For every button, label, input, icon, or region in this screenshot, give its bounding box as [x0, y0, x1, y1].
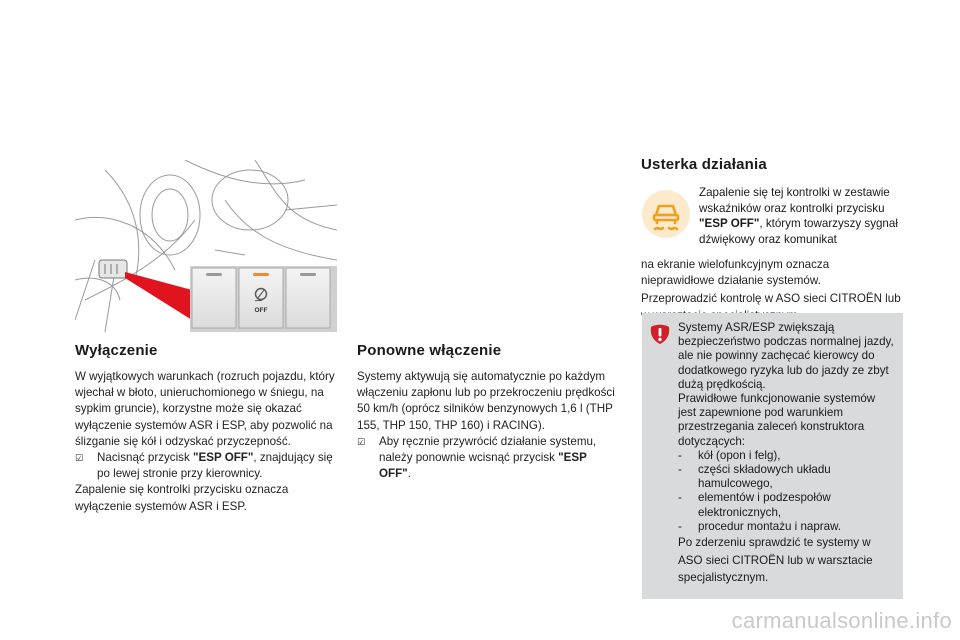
dash-marker: -: [678, 463, 682, 477]
notice-box: [642, 313, 903, 599]
bullet-bold: "ESP OFF": [193, 451, 254, 465]
list-item: [678, 463, 896, 491]
paragraph: na ekranie wielofunkcyjnym oznacza nieprawidłowe działanie systemów.: [641, 258, 830, 288]
blank-switch-icon-2: [286, 268, 330, 328]
section-title: Wyłączenie: [75, 342, 158, 359]
section-usterka: [641, 156, 903, 324]
dash-marker: -: [678, 448, 682, 462]
blank-switch-icon: [192, 268, 236, 328]
notice-paragraph: Prawidłowe funkcjonowanie systemów jest zapewnione pod warunkiem przestrzegania zaleceń konstruktora dotyczących:: [678, 392, 876, 448]
notice-intro: Systemy ASR/ESP zwiększają bezpieczeństwo podczas normalnej jazdy, ale nie powinny zachęcać kierowcy do dodatkowego ryzyka lub do jazdy ze zbyt dużą prędkością.: [678, 321, 894, 391]
dashboard-button-location: [99, 260, 127, 278]
dash-marker: -: [678, 491, 682, 505]
bullet-item: [357, 434, 619, 483]
paragraph: Systemy aktywują się automatycznie po każdym włączeniu zapłonu lub po przekroczeniu prędkości 50 km/h (oprócz silników benzynowych 1,6 l (THP 155, THP 150, THP 160) i RACING).: [357, 370, 615, 432]
notice-tail: Po zderzeniu sprawdzić te systemy w ASO sieci CITROËN lub w warsztacie specjalistycznym.: [678, 536, 873, 585]
svg-text:OFF: OFF: [254, 307, 268, 314]
list-item: [678, 491, 896, 519]
bullet-bold: "ESP OFF": [379, 451, 587, 481]
section-ponowne: [357, 342, 619, 482]
section-title: Usterka działania: [641, 156, 767, 173]
paragraph-2: Przeprowadzić kontrolę w ASO sieci CITROËN lub: [641, 292, 901, 306]
esp-warning-light-icon: [641, 189, 691, 239]
button-panel: [192, 268, 330, 328]
list-item: [678, 520, 896, 534]
warning-text-end: , którym towarzyszy sygnał dźwiękowy oraz komunikat: [699, 217, 898, 246]
bullet-text-end: , znajdujący się po lewej stronie przy kierownicy.: [97, 451, 333, 481]
esp-off-switch-icon: [239, 268, 283, 328]
warning-bold: "ESP OFF": [699, 217, 760, 230]
warning-text-start: Zapalenie się tej kontrolki w zestawie wskaźników oraz kontrolki przycisku: [699, 186, 890, 215]
section-wylaczenie: [75, 342, 337, 515]
bullet-text: Aby ręcznie przywrócić działanie systemu, należy ponownie wcisnąć przycisk: [379, 434, 597, 465]
paragraph: W wyjątkowych warunkach (rozruch pojazdu, który wjechał w błoto, unieruchomionego w śniegu, na sypkim gruncie), korzystne może się okazać wyłączenie systemów ASR i ESP, aby pozwolić na ślizganie się kół i odzyskać przyczepność.: [75, 370, 335, 448]
bullet-item: [75, 450, 337, 482]
list-item-text: procedur montażu i napraw.: [698, 519, 842, 533]
dash-marker: -: [678, 519, 682, 533]
watermark[interactable]: carmanualsonline.info: [731, 608, 952, 633]
bullet-text: Nacisnąć przycisk: [97, 451, 193, 465]
warning-text: [699, 185, 903, 247]
list-item-text: kół (opon i felg),: [698, 448, 781, 462]
exclamation-warning-icon: [649, 323, 671, 345]
notice-body: [678, 321, 896, 587]
esp-off-button-illustration: [75, 160, 337, 332]
paragraph-2: Zapalenie się kontrolki przycisku oznacza wyłączenie systemów ASR i ESP.: [75, 483, 289, 513]
section-title: Ponowne włączenie: [357, 342, 502, 359]
list-item: [678, 449, 896, 463]
list-item-text: części składowych układu hamulcowego,: [698, 463, 831, 491]
bullet-text-end: .: [407, 467, 411, 481]
bullet-marker-icon: ☑: [357, 436, 366, 447]
warning-row: [641, 185, 903, 247]
list-item-text: elementów i podzespołów elektronicznych,: [698, 491, 831, 519]
bullet-marker-icon: ☑: [75, 453, 84, 464]
